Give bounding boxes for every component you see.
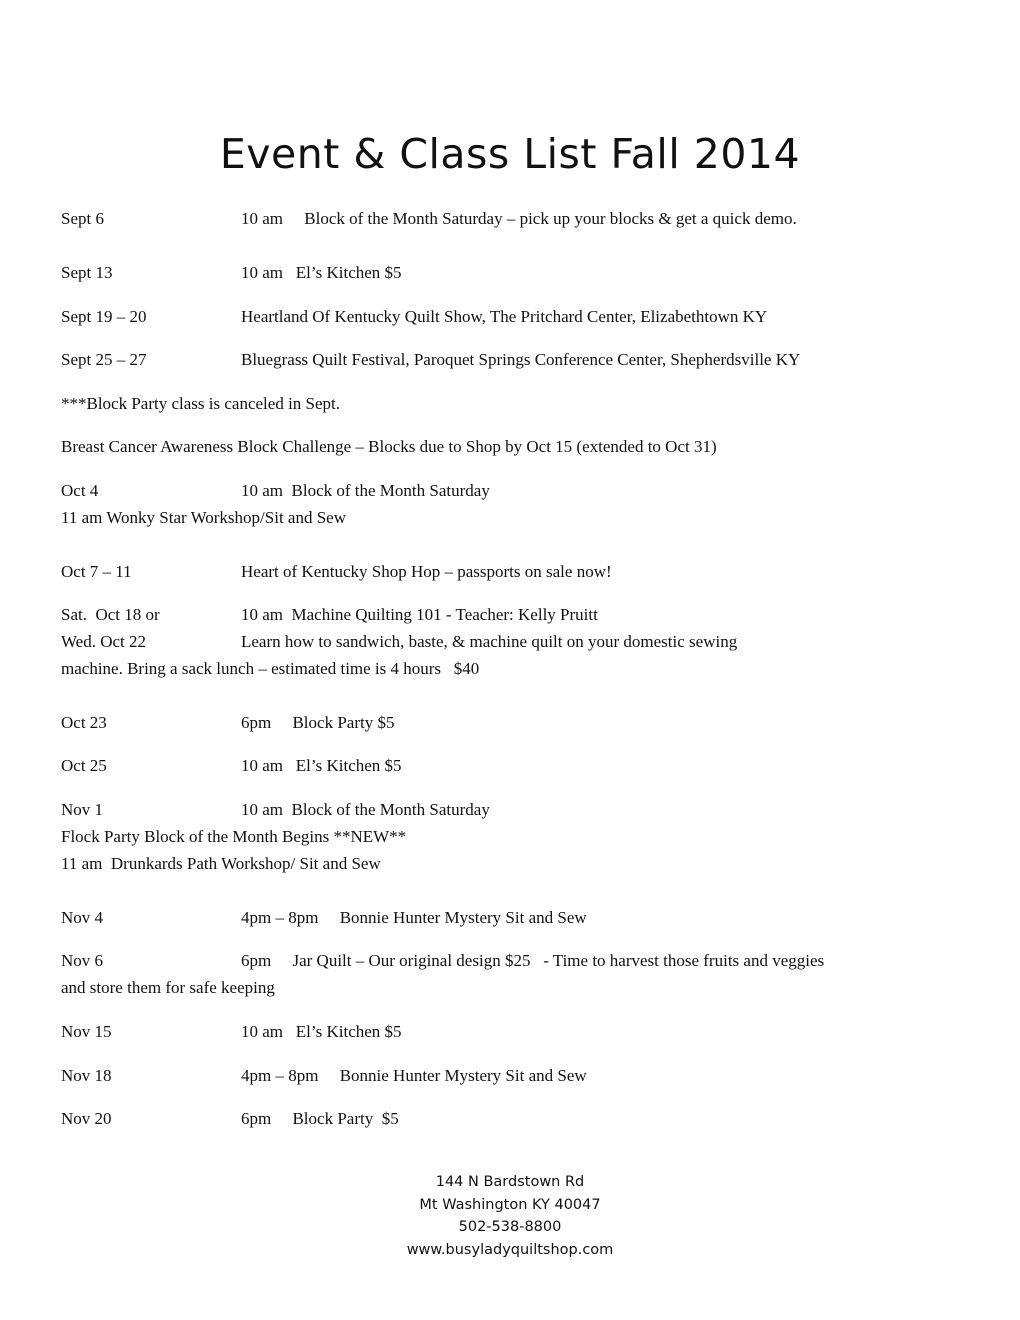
event-detail: 6pm Block Party $5	[241, 1109, 399, 1128]
event-note: Flock Party Block of the Month Begins **NEW**	[61, 827, 407, 846]
event-date: Sat. Oct 18 or	[61, 605, 160, 624]
footer-address: 144 N Bardstown Rd	[435, 1174, 585, 1190]
event-date: Nov 4	[61, 908, 104, 927]
event-detail: Heart of Kentucky Shop Hop – passports on sale now!	[241, 562, 612, 581]
event-date: Oct 7 – 11	[61, 562, 132, 581]
event-detail: 10 am Block of the Month Saturday	[241, 800, 490, 819]
page-title: Event & Class List Fall 2014	[219, 130, 801, 178]
event-note: Breast Cancer Awareness Block Challenge – Blocks due to Shop by Oct 15 (extended to Oct 31)	[61, 437, 717, 456]
event-date: Nov 1	[61, 800, 104, 819]
event-detail: 10 am El’s Kitchen $5	[241, 1022, 402, 1041]
event-detail: 10 am Block of the Month Saturday – pick up your blocks & get a quick demo.	[241, 209, 797, 228]
event-date: Sept 13	[61, 263, 113, 282]
event-date: Sept 6	[61, 209, 104, 228]
event-detail: 10 am Machine Quilting 101 - Teacher: Kelly Pruitt	[241, 605, 598, 624]
footer-website: www.busyladyquiltshop.com	[406, 1241, 614, 1258]
event-date: Nov 6	[61, 951, 104, 970]
event-date: Oct 23	[61, 713, 107, 732]
event-detail: 10 am Block of the Month Saturday	[241, 481, 490, 500]
shop-footer	[0, 1171, 1020, 1261]
footer-phone: 502-538-8800	[458, 1219, 562, 1235]
event-date: Sept 19 – 20	[61, 307, 147, 326]
event-note: 11 am Wonky Star Workshop/Sit and Sew	[61, 508, 346, 527]
event-date: Nov 15	[61, 1022, 112, 1041]
event-date: Wed. Oct 22	[61, 632, 147, 651]
event-detail: 10 am El’s Kitchen $5	[241, 756, 402, 775]
event-note: 11 am Drunkards Path Workshop/ Sit and Sew	[61, 854, 381, 873]
event-note: ***Block Party class is canceled in Sept.	[61, 394, 341, 413]
event-detail: Heartland Of Kentucky Quilt Show, The Pritchard Center, Elizabethtown KY	[241, 307, 768, 326]
event-detail: 4pm – 8pm Bonnie Hunter Mystery Sit and Sew	[241, 908, 587, 927]
event-detail: 6pm Jar Quilt – Our original design $25 - Time to harvest those fruits and veggies	[241, 951, 825, 970]
event-note: and store them for safe keeping	[61, 978, 275, 997]
event-date: Nov 20	[61, 1109, 112, 1128]
event-note: machine. Bring a sack lunch – estimated time is 4 hours $40	[61, 659, 480, 678]
event-detail: Learn how to sandwich, baste, & machine quilt on your domestic sewing	[241, 632, 738, 651]
event-date: Oct 25	[61, 756, 107, 775]
event-detail: Bluegrass Quilt Festival, Paroquet Springs Conference Center, Shepherdsville KY	[241, 350, 801, 369]
event-detail: 4pm – 8pm Bonnie Hunter Mystery Sit and Sew	[241, 1066, 587, 1085]
event-date: Oct 4	[61, 481, 99, 500]
event-date: Nov 18	[61, 1066, 112, 1085]
event-detail: 10 am El’s Kitchen $5	[241, 263, 402, 282]
event-date: Sept 25 – 27	[61, 350, 147, 369]
footer-city: Mt Washington KY 40047	[419, 1196, 601, 1213]
event-detail: 6pm Block Party $5	[241, 713, 395, 732]
